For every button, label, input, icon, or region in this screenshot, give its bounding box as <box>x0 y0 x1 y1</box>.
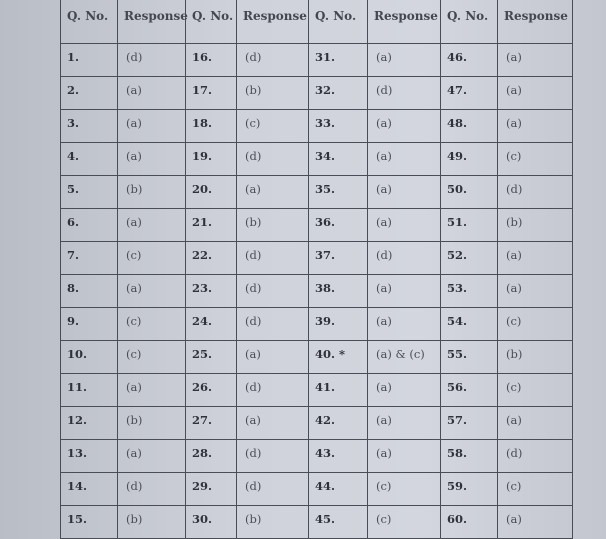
response-cell: (b) <box>118 407 186 440</box>
question-number: 31. <box>309 44 368 77</box>
response-cell: (c) <box>498 374 573 407</box>
response-cell: (d) <box>237 473 309 506</box>
question-number: 22. <box>186 242 237 275</box>
response-cell: (b) <box>498 341 573 374</box>
question-number: 3. <box>61 110 118 143</box>
table-row <box>61 506 573 539</box>
header-response: Response <box>118 0 186 44</box>
answer-key-table <box>60 0 573 539</box>
response-cell: (d) <box>237 143 309 176</box>
header-qno: Q. No. <box>186 0 237 44</box>
response-cell: (c) <box>368 473 441 506</box>
question-number: 59. <box>441 473 498 506</box>
question-number: 40. * <box>309 341 368 374</box>
question-number: 2. <box>61 77 118 110</box>
header-response: Response <box>237 0 309 44</box>
response-cell: (a) <box>118 275 186 308</box>
response-cell: (c) <box>498 143 573 176</box>
question-number: 7. <box>61 242 118 275</box>
question-number: 39. <box>309 308 368 341</box>
question-number: 16. <box>186 44 237 77</box>
response-cell: (b) <box>118 506 186 539</box>
question-number: 32. <box>309 77 368 110</box>
response-cell: (c) <box>237 110 309 143</box>
response-cell: (d) <box>237 308 309 341</box>
response-cell: (a) <box>498 77 573 110</box>
response-cell: (d) <box>118 44 186 77</box>
response-cell: (a) <box>237 407 309 440</box>
table-row <box>61 77 573 110</box>
header-response: Response <box>368 0 441 44</box>
question-number: 51. <box>441 209 498 242</box>
response-cell: (a) <box>498 506 573 539</box>
question-number: 28. <box>186 440 237 473</box>
question-number: 34. <box>309 143 368 176</box>
question-number: 25. <box>186 341 237 374</box>
response-cell: (c) <box>118 308 186 341</box>
response-cell: (b) <box>118 176 186 209</box>
response-cell: (a) <box>368 110 441 143</box>
response-cell: (d) <box>237 275 309 308</box>
response-cell: (b) <box>237 209 309 242</box>
table-row <box>61 242 573 275</box>
question-number: 26. <box>186 374 237 407</box>
response-cell: (c) <box>498 473 573 506</box>
response-cell: (d) <box>498 176 573 209</box>
question-number: 19. <box>186 143 237 176</box>
header-row <box>61 0 573 44</box>
question-number: 17. <box>186 77 237 110</box>
response-cell: (a) <box>368 440 441 473</box>
question-number: 29. <box>186 473 237 506</box>
table-row <box>61 374 573 407</box>
response-cell: (c) <box>498 308 573 341</box>
table-row <box>61 473 573 506</box>
response-cell: (a) <box>118 209 186 242</box>
question-number: 8. <box>61 275 118 308</box>
question-number: 27. <box>186 407 237 440</box>
table-row <box>61 341 573 374</box>
question-number: 35. <box>309 176 368 209</box>
table-row <box>61 143 573 176</box>
question-number: 5. <box>61 176 118 209</box>
question-number: 55. <box>441 341 498 374</box>
question-number: 37. <box>309 242 368 275</box>
question-number: 44. <box>309 473 368 506</box>
response-cell: (c) <box>118 341 186 374</box>
question-number: 43. <box>309 440 368 473</box>
response-cell: (d) <box>368 77 441 110</box>
response-cell: (a) <box>368 407 441 440</box>
response-cell: (d) <box>237 44 309 77</box>
question-number: 11. <box>61 374 118 407</box>
question-number: 24. <box>186 308 237 341</box>
question-number: 50. <box>441 176 498 209</box>
header-qno: Q. No. <box>61 0 118 44</box>
response-cell: (d) <box>498 440 573 473</box>
question-number: 47. <box>441 77 498 110</box>
question-number: 41. <box>309 374 368 407</box>
question-number: 54. <box>441 308 498 341</box>
response-cell: (a) <box>118 440 186 473</box>
question-number: 60. <box>441 506 498 539</box>
response-cell: (a) <box>498 407 573 440</box>
header-qno: Q. No. <box>309 0 368 44</box>
response-cell: (b) <box>237 77 309 110</box>
response-cell: (a) <box>368 44 441 77</box>
question-number: 36. <box>309 209 368 242</box>
question-number: 57. <box>441 407 498 440</box>
response-cell: (a) <box>118 110 186 143</box>
response-cell: (a) <box>368 374 441 407</box>
response-cell: (a) <box>368 176 441 209</box>
question-number: 56. <box>441 374 498 407</box>
question-number: 21. <box>186 209 237 242</box>
question-number: 20. <box>186 176 237 209</box>
response-cell: (d) <box>237 242 309 275</box>
response-cell: (b) <box>237 506 309 539</box>
question-number: 15. <box>61 506 118 539</box>
response-cell: (a) <box>498 242 573 275</box>
header-response: Response <box>498 0 573 44</box>
question-number: 1. <box>61 44 118 77</box>
response-cell: (d) <box>237 374 309 407</box>
table-row <box>61 275 573 308</box>
table-row <box>61 110 573 143</box>
table-row <box>61 440 573 473</box>
question-number: 9. <box>61 308 118 341</box>
question-number: 46. <box>441 44 498 77</box>
response-cell: (a) <box>498 44 573 77</box>
response-cell: (a) <box>237 176 309 209</box>
question-number: 45. <box>309 506 368 539</box>
response-cell: (a) <box>498 110 573 143</box>
question-number: 42. <box>309 407 368 440</box>
response-cell: (d) <box>118 473 186 506</box>
response-cell: (a) <box>118 77 186 110</box>
table-row <box>61 176 573 209</box>
question-number: 14. <box>61 473 118 506</box>
response-cell: (a) <box>368 275 441 308</box>
response-cell: (a) <box>237 341 309 374</box>
table-row <box>61 209 573 242</box>
response-cell: (c) <box>368 506 441 539</box>
question-number: 23. <box>186 275 237 308</box>
question-number: 13. <box>61 440 118 473</box>
response-cell: (a) <box>368 209 441 242</box>
question-number: 58. <box>441 440 498 473</box>
response-cell: (a) <box>118 143 186 176</box>
response-cell: (a) & (c) <box>368 341 441 374</box>
response-cell: (d) <box>368 242 441 275</box>
question-number: 30. <box>186 506 237 539</box>
question-number: 49. <box>441 143 498 176</box>
response-cell: (d) <box>237 440 309 473</box>
response-cell: (c) <box>118 242 186 275</box>
question-number: 6. <box>61 209 118 242</box>
question-number: 18. <box>186 110 237 143</box>
question-number: 38. <box>309 275 368 308</box>
table-row <box>61 44 573 77</box>
question-number: 53. <box>441 275 498 308</box>
response-cell: (b) <box>498 209 573 242</box>
header-qno: Q. No. <box>441 0 498 44</box>
question-number: 12. <box>61 407 118 440</box>
question-number: 48. <box>441 110 498 143</box>
table-row <box>61 407 573 440</box>
response-cell: (a) <box>118 374 186 407</box>
table-row <box>61 308 573 341</box>
response-cell: (a) <box>498 275 573 308</box>
question-number: 4. <box>61 143 118 176</box>
question-number: 52. <box>441 242 498 275</box>
response-cell: (a) <box>368 308 441 341</box>
response-cell: (a) <box>368 143 441 176</box>
question-number: 33. <box>309 110 368 143</box>
question-number: 10. <box>61 341 118 374</box>
